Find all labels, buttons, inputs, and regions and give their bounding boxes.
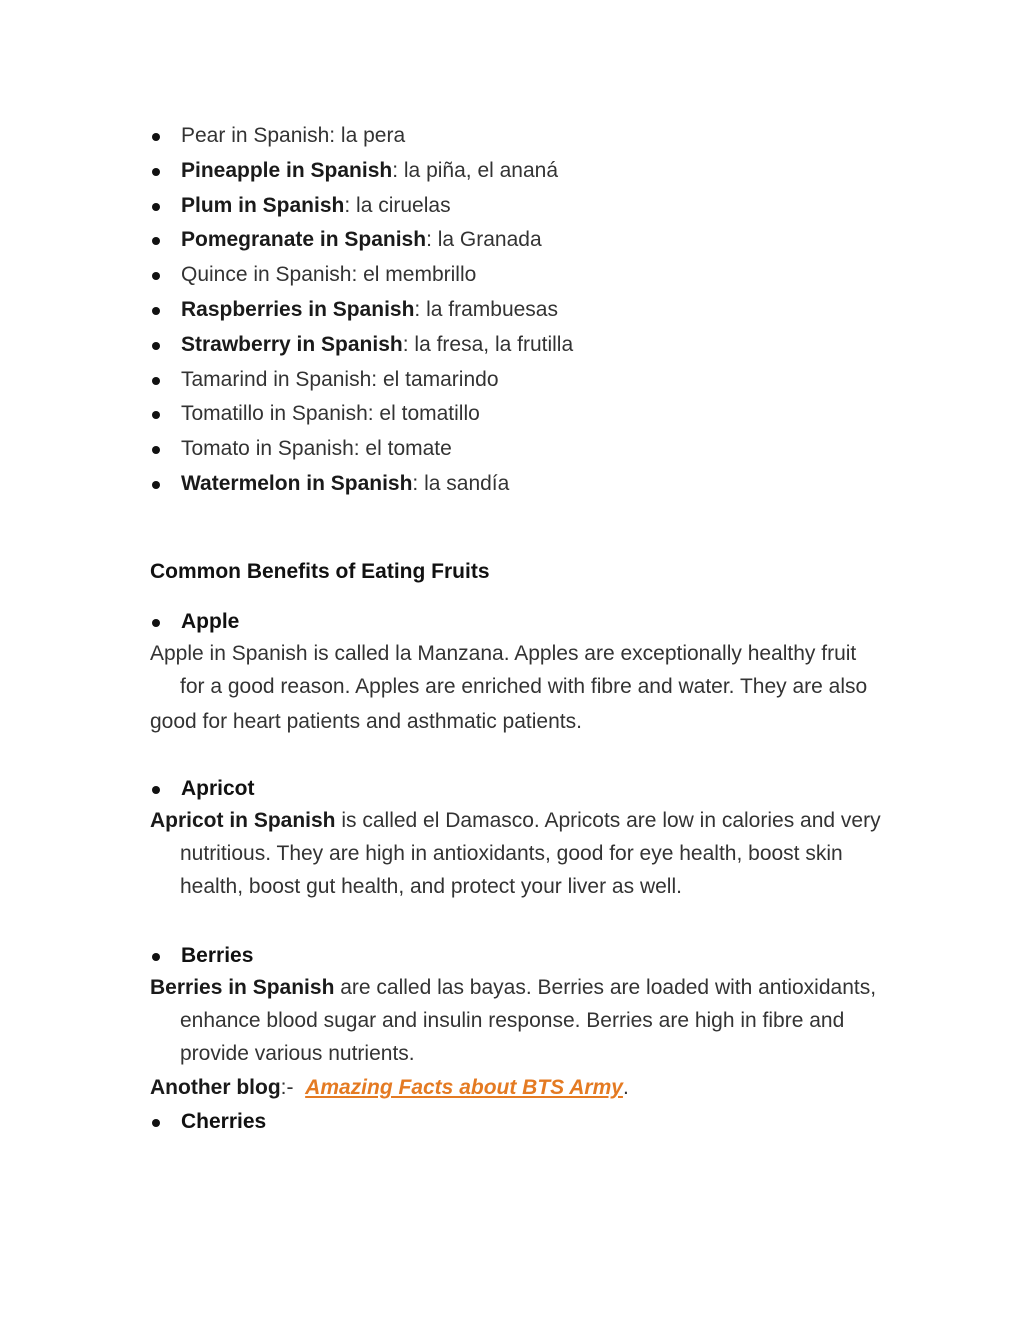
bullet-icon: [152, 446, 160, 454]
benefit-title-apple: Apple: [150, 606, 239, 638]
list-item: Pineapple in Spanish: la piña, el ananá: [150, 154, 573, 189]
bullet-icon: [152, 342, 160, 350]
benefit-paragraph-apricot: Apricot in Spanish is called el Damasco. Apricots are low in calories and very nutritious. They are high in antioxidants, good for eye health, boost skin health, boost gut health, and protect your liver as well.: [150, 809, 881, 898]
bullet-icon: [152, 481, 160, 489]
list-item: Quince in Spanish: el membrillo: [150, 258, 573, 293]
list-item: Pomegranate in Spanish: la Granada: [150, 223, 573, 258]
bullet-icon: [152, 307, 160, 315]
benefit-paragraph-berries: Berries in Spanish are called las bayas. Berries are loaded with antioxidants, enhance blood sugar and insulin response. Berries are high in fibre and provide various nutrients.: [150, 976, 877, 1065]
benefit-title-apricot: Apricot: [150, 773, 255, 805]
another-blog-line: Another blog:- Amazing Facts about BTS Army.: [150, 1076, 629, 1099]
list-item: Tamarind in Spanish: el tamarindo: [150, 363, 573, 398]
bullet-icon: [152, 1119, 160, 1127]
bullet-icon: [152, 786, 160, 794]
benefit-title-berries: Berries: [150, 940, 253, 972]
section-heading: Common Benefits of Eating Fruits: [150, 560, 490, 583]
bullet-icon: [152, 237, 160, 245]
list-item: Tomato in Spanish: el tomate: [150, 432, 573, 467]
benefit-paragraph-apple: Apple in Spanish is called la Manzana. Apples are exceptionally healthy fruit for a good reason. Apples are enriched with fibre and water. They are also good for heart patients and asthmatic patients.: [150, 642, 868, 733]
bullet-icon: [152, 411, 160, 419]
list-item: Tomatillo in Spanish: el tomatillo: [150, 397, 573, 432]
benefit-title-cherries: Cherries: [150, 1106, 266, 1138]
bullet-icon: [152, 133, 160, 141]
bullet-icon: [152, 953, 160, 961]
list-item: Pear in Spanish: la pera: [150, 119, 573, 154]
bullet-icon: [152, 619, 160, 627]
bullet-icon: [152, 168, 160, 176]
bullet-icon: [152, 272, 160, 280]
list-item: Plum in Spanish: la ciruelas: [150, 189, 573, 224]
list-item: Watermelon in Spanish: la sandía: [150, 467, 573, 502]
fruit-translation-list: [150, 119, 573, 502]
bullet-icon: [152, 203, 160, 211]
list-item: Raspberries in Spanish: la frambuesas: [150, 293, 573, 328]
bullet-icon: [152, 377, 160, 385]
bts-army-blog-link[interactable]: Amazing Facts about BTS Army: [305, 1076, 623, 1099]
list-item: Strawberry in Spanish: la fresa, la frutilla: [150, 328, 573, 363]
another-blog-label: Another blog: [150, 1076, 281, 1099]
